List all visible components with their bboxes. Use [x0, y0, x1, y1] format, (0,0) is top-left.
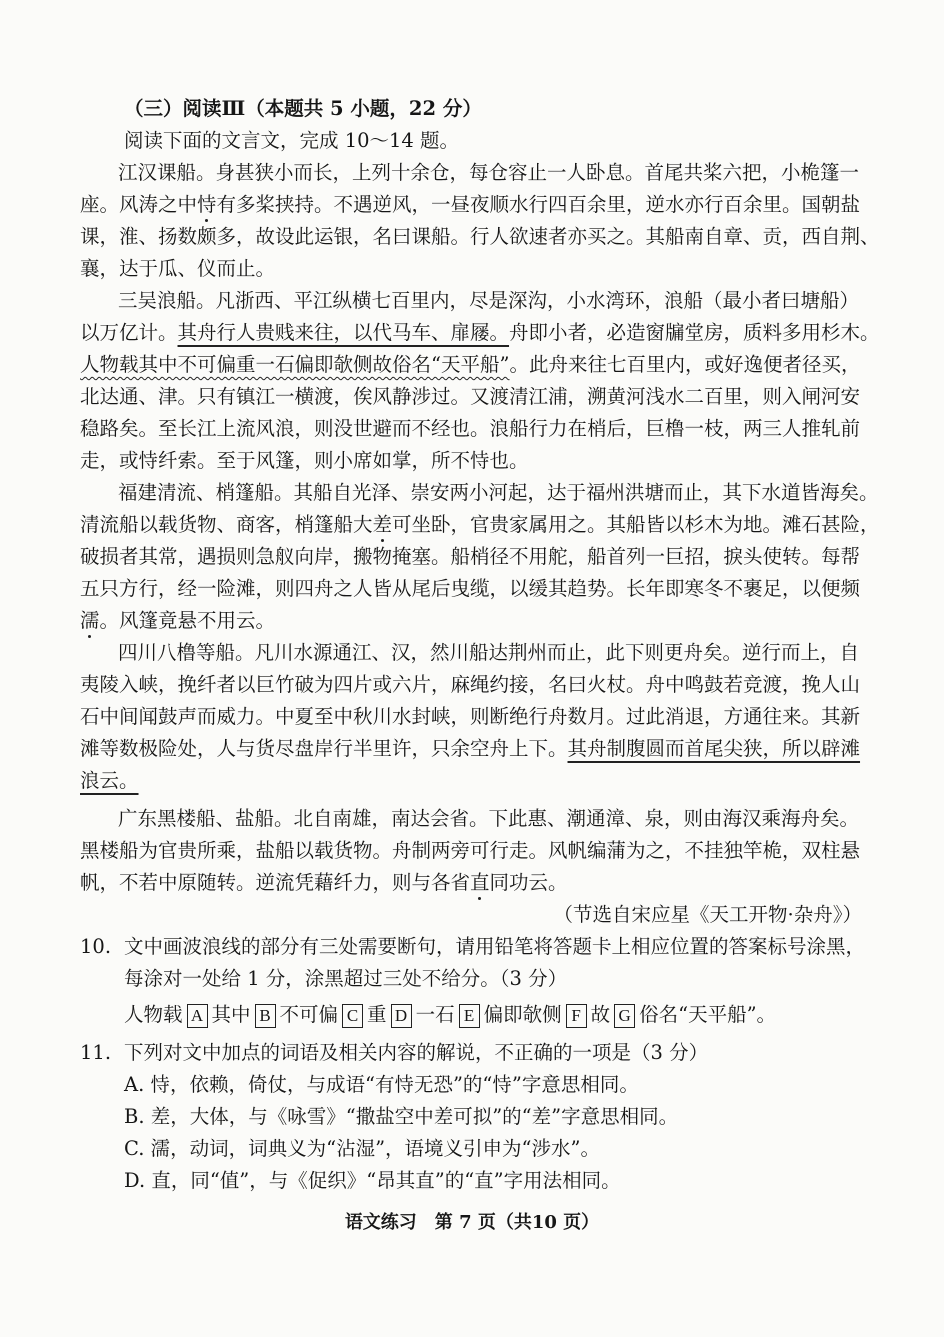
q10-sentence: 人物载 A 其中 B 不可偏 C 重 D 一石 E 偏即欹侧 F 故 G 俗名“天平船”。 — [124, 1003, 777, 1026]
passage-p4-line3: 石中间闻鼓声而威力。中夏至中秋川水封峡，则断绝行舟数月。过此消退，方通往来。其新 — [80, 705, 861, 728]
q11-option-c[interactable]: C. 濡，动词，词典义为“沾湿”，语境义引申为“涉水”。 — [124, 1137, 600, 1160]
q10-box-c[interactable]: C — [342, 1004, 363, 1028]
wavy-underlined-sentence: 人物载其中不可偏重一石偏即欹侧故俗名“天平船” — [80, 353, 510, 376]
passage-p4-line1: 四川八橹等船。凡川水源通江、汉，然川船达荆州而止，此下则更舟矣。逆行而上，自 — [118, 641, 860, 664]
q10-box-f[interactable]: F — [566, 1004, 587, 1028]
dotted-word-zhi: 直 — [470, 871, 490, 894]
passage-p2-line4: 北达通、津。只有镇江一横渡，俟风静涉过。又渡清江浦，溯黄河浅水二百里，则入闸河安 — [80, 385, 861, 408]
passage-p3-line2: 清流船以载货物、商客，梢篷船大差可坐卧，官贵家属用之。其船皆以杉木为地。滩石甚险， — [80, 513, 880, 536]
page-footer: 语文练习 第 7 页（共10 页） — [344, 1212, 600, 1233]
passage-p5-line3: 帆，不若中原随转。逆流凭藉纤力，则与各省直同功云。 — [80, 871, 568, 894]
q11-option-b[interactable]: B. 差，大体，与《咏雪》“撒盐空中差可拟”的“差”字意思相同。 — [124, 1105, 679, 1128]
underlined-sentence-2-end: 浪云。 — [80, 769, 139, 792]
q10-number: 10. — [80, 935, 112, 958]
passage-p2-line2: 以万亿计。其舟行人贵贱来往，以代马车、扉屦。舟即小者，必造窗牖堂房，质料多用杉木。 — [80, 321, 880, 344]
q11-option-d[interactable]: D. 直，同“值”，与《促织》“昂其直”的“直”字用法相同。 — [124, 1169, 621, 1192]
q10-stem-line2: 每涂对一处给 1 分，涂黑超过三处不给分。（3 分） — [124, 967, 568, 990]
underlined-sentence-1: 其舟行人贵贱来往，以代马车、扉屦。 — [177, 321, 510, 344]
passage-p3-line5: 濡。风篷竟悬不用云。 — [80, 609, 276, 632]
passage-p2-line1: 三吴浪船。凡浙西、平江纵横七百里内，尽是深沟，小水湾环，浪船（最小者曰塘船） — [118, 289, 860, 312]
passage-p4-line2: 夷陵入峡，挽纤者以巨竹破为四片或六片，麻绳约接，名曰火杖。舟中鸣鼓若竞渡，挽人山 — [80, 673, 861, 696]
dotted-word-ru: 濡 — [80, 609, 100, 632]
passage-p2-line6: 走，或恃纤索。至于风篷，则小席如掌，所不恃也。 — [80, 449, 529, 472]
dotted-word-cha: 差 — [372, 513, 393, 536]
passage-source: （节选自宋应星《天工开物·杂舟》） — [553, 903, 862, 926]
q11-number: 11. — [80, 1041, 112, 1064]
q10-box-a[interactable]: A — [187, 1004, 208, 1028]
passage-p5-line2: 黑楼船为官贵所乘，盐船以载货物。舟制两旁可行走。风帆编蒲为之，不挂独竿桅，双柱悬 — [80, 839, 861, 862]
q11-option-a[interactable]: A. 恃，依赖，倚仗，与成语“有恃无恐”的“恃”字意思相同。 — [124, 1073, 639, 1096]
section-heading: （三）阅读Ⅲ（本题共 5 小题，22 分） — [124, 97, 482, 120]
passage-p5-line1: 广东黑楼船、盐船。北自南雄，南达会省。下此惠、潮通漳、泉，则由海汉乘海舟矣。 — [118, 807, 860, 830]
passage-p1-line2: 座。风涛之中恃有多桨挟持。不遇逆风，一昼夜顺水行四百余里，逆水亦行百余里。国朝盐 — [80, 193, 861, 216]
passage-p1-line1: 江汉课船。身甚狭小而长，上列十余仓，每仓容止一人卧息。首尾共桨六把，小桅篷一 — [118, 161, 860, 184]
passage-p4-line5 — [80, 768, 139, 794]
passage-p4-line4: 滩等数极险处，人与货尽盘岸行半里许，只余空舟上下。其舟制腹圆而首尾尖狭，所以辟滩 — [80, 737, 861, 760]
passage-p1-line3: 课，淮、扬数颇多，故设此运银，名曰课船。行人欲速者亦买之。其船南自章、贡，西自荆、 — [80, 225, 880, 248]
dotted-word-shi: 恃 — [197, 193, 217, 216]
q11-stem: 下列对文中加点的词语及相关内容的解说，不正确的一项是（3 分） — [124, 1041, 709, 1064]
q10-box-b[interactable]: B — [255, 1004, 276, 1028]
passage-p2-line5: 稳路矣。至长江上流风浪，则没世避而不经也。浪船行力在梢后，巨橹一枝，两三人推轧前 — [80, 417, 861, 440]
passage-p3-line3: 破损者其常，遇损则急舣向岸，搬物掩塞。船梢径不用舵，船首列一巨招，捩头使转。每帮 — [80, 545, 861, 568]
q10-box-g[interactable]: G — [614, 1004, 635, 1028]
passage-p1-line4: 襄，达于瓜、仪而止。 — [80, 257, 276, 280]
section-instruction: 阅读下面的文言文，完成 10～14 题。 — [124, 129, 460, 152]
underlined-sentence-2: 其舟制腹圆而首尾尖狭，所以辟滩 — [567, 737, 861, 760]
q10-box-e[interactable]: E — [459, 1004, 480, 1028]
q10-stem-line1: 文中画波浪线的部分有三处需要断句，请用铅笔将答题卡上相应位置的答案标号涂黑， — [124, 935, 866, 958]
q10-box-d[interactable]: D — [391, 1004, 412, 1028]
passage-p3-line4: 五只方行，经一险滩，则四舟之人皆从尾后曳缆，以缓其趋势。长年即寒冬不裹足，以便频 — [80, 577, 861, 600]
passage-p3-line1: 福建清流、梢篷船。其船自光泽、崇安两小河起，达于福州洪塘而止，其下水道皆海矣。 — [118, 481, 879, 504]
passage-p2-line3: 人物载其中不可偏重一石偏即欹侧故俗名“天平船”。此舟来往七百里内，或好逸便者径买， — [80, 353, 861, 376]
